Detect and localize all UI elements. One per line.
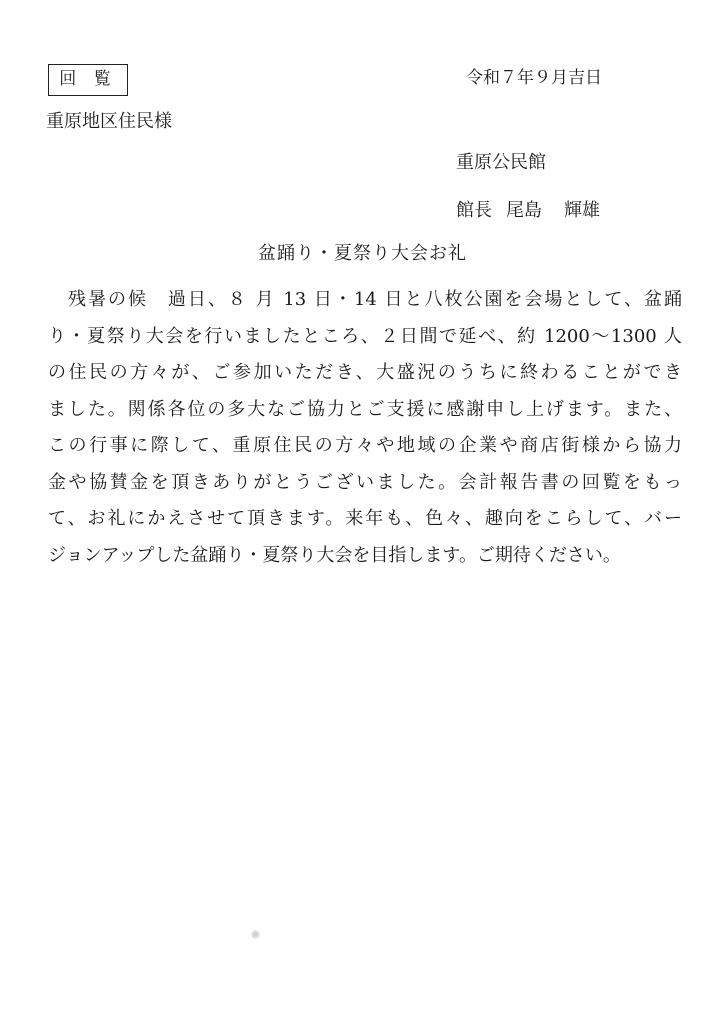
body-line: の住民の方々が、ご参加いただき、大盛況のうちに終わることができ: [48, 362, 682, 383]
sender-given-name: 輝雄: [564, 200, 600, 221]
sender-title: 館長: [456, 200, 492, 221]
scan-smudge: [251, 930, 260, 939]
subject-heading: 盆踊り・夏祭り大会お礼: [258, 243, 467, 264]
recipient: 重原地区住民様: [46, 111, 172, 132]
body-line: 金や協賛金を頂きありがとうございました。会計報告書の回覧をもっ: [48, 471, 682, 493]
sender-organization: 重原公民館: [456, 152, 546, 173]
body-line: この行事に際して、重原住民の方々や地域の企業や商店街様から協力: [48, 435, 682, 456]
issue-date: 令和７年９月吉日: [466, 68, 602, 88]
body-text: [48, 282, 682, 574]
circulation-stamp: 回 覧: [48, 64, 128, 96]
sender-signature: [456, 197, 600, 225]
body-line: り・夏祭り大会を行いましたところ、２日間で延べ、約 1200～1300 人: [48, 325, 682, 347]
body-line: ジョンアップした盆踊り・夏祭り大会を目指します。ご期待ください。: [48, 544, 621, 566]
body-line: て、お礼にかえさせて頂きます。来年も、色々、趣向をこらして、バー: [48, 508, 682, 529]
body-line: ました。関係各位の多大なご協力とご支援に感謝申し上げます。また、: [48, 398, 682, 420]
body-line: 残暑の候 過日、８ 月 13 日・14 日と八枚公園を会場として、盆踊: [48, 289, 682, 310]
sender-surname: 尾島: [506, 200, 542, 221]
